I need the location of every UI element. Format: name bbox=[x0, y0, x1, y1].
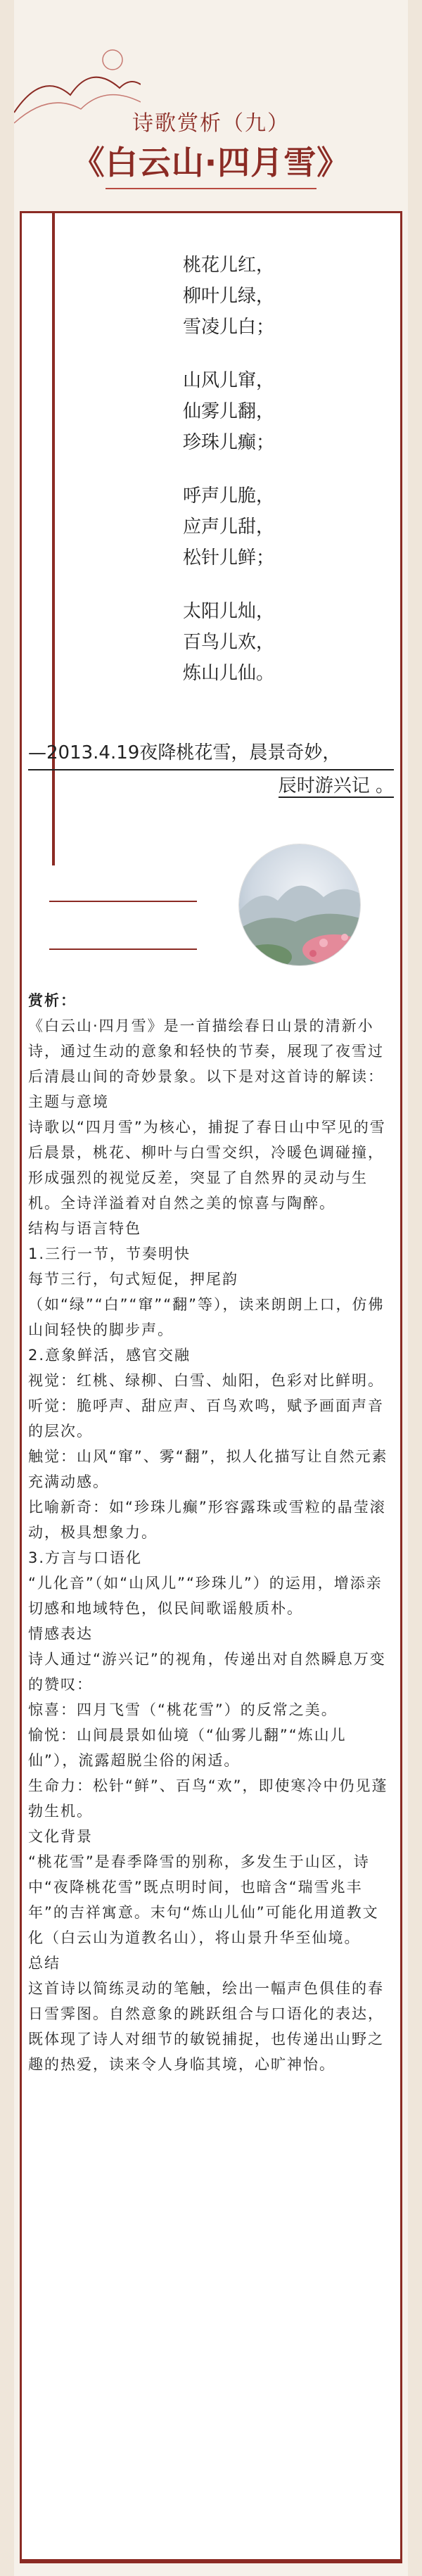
landscape-illustration bbox=[239, 844, 360, 965]
analysis-paragraph: 视觉：红桃、绿柳、白雪、灿阳，色彩对比鲜明。 bbox=[28, 1372, 384, 1389]
analysis-paragraph: 诗歌以“四月雪”为核心，捕捉了春日山中罕见的雪后晨景，桃花、柳叶与白雪交织，冷暖色调碰撞，形成强烈的视觉反差，突显了自然界的灵动与生机。全诗洋溢着对自然之美的惊喜与陶醉。 bbox=[28, 1119, 386, 1212]
analysis-paragraph: 赏析： bbox=[28, 992, 77, 1009]
signature-line-2: 辰时游兴记 。 bbox=[278, 775, 394, 797]
left-frame-border bbox=[0, 0, 14, 2576]
analysis-paragraph: 惊喜：四月飞雪（“桃花雪”）的反常之美。 bbox=[28, 1701, 338, 1718]
poem-line: 山风儿窜， bbox=[183, 370, 275, 391]
analysis-paragraph: 2.意象鲜活，感官交融 bbox=[28, 1347, 191, 1364]
analysis-paragraph: 结构与语言特色 bbox=[28, 1220, 141, 1237]
poem-line: 柳叶儿绿， bbox=[183, 286, 275, 307]
analysis-section bbox=[28, 988, 394, 2077]
analysis-paragraph: 1.三行一节，节奏明快 bbox=[28, 1245, 191, 1262]
poem-line: 百鸟儿欢， bbox=[183, 632, 275, 653]
poem-stanza bbox=[183, 365, 274, 458]
analysis-paragraph: “儿化音”（如“山风儿”“珍珠儿”）的运用，增添亲切感和地域特色，似民间歌谣般质朴。 bbox=[28, 1575, 383, 1617]
poem-line: 太阳儿灿， bbox=[183, 601, 275, 622]
signature-line-1: —2013.4.19夜降桃花雪，晨景奇妙， bbox=[28, 737, 394, 770]
poem-line: 雪凌儿白； bbox=[183, 317, 275, 338]
series-subtitle: 诗歌赏析（九） bbox=[132, 111, 290, 136]
poem-stanza bbox=[183, 481, 274, 573]
page-title bbox=[14, 137, 408, 189]
right-frame-border bbox=[408, 0, 422, 2576]
page-title-text: 《白云山·四月雪》 bbox=[72, 144, 350, 182]
analysis-paragraph: 诗人通过“游兴记”的视角，传递出对自然瞬息万变的赞叹： bbox=[28, 1651, 386, 1693]
analysis-paragraph: 每节三行，句式短促，押尾韵（如“绿”“白”“窜”“翻”等），读来朗朗上口，仿佛山间轻快的脚步声。 bbox=[28, 1271, 385, 1338]
analysis-paragraph: 总结 bbox=[28, 1955, 60, 1972]
title-underline bbox=[106, 188, 316, 189]
decoration-area bbox=[28, 844, 394, 971]
analysis-paragraph: 3.方言与口语化 bbox=[28, 1549, 143, 1566]
poem-line: 松针儿鲜； bbox=[183, 547, 275, 569]
analysis-paragraph: 触觉：山风“窜”、雾“翻”，拟人化描写让自然元素充满动感。 bbox=[28, 1448, 388, 1490]
analysis-paragraph: 听觉：脆呼声、甜应声、百鸟欢鸣，赋予画面声音的层次。 bbox=[28, 1397, 384, 1440]
analysis-paragraph: 比喻新奇：如“珍珠儿癫”形容露珠或雪粒的晶莹滚动，极具想象力。 bbox=[28, 1499, 386, 1541]
poem-line: 桃花儿红， bbox=[183, 255, 275, 276]
analysis-paragraph: 文化背景 bbox=[28, 1828, 93, 1845]
header bbox=[14, 0, 408, 204]
analysis-paragraph: 《白云山·四月雪》是一首描绘春日山景的清新小诗，通过生动的意象和轻快的节奏，展现了夜雪过后清晨山间的奇妙景象。以下是对这首诗的解读： bbox=[28, 1017, 384, 1085]
analysis-paragraph: 这首诗以简练灵动的笔触，绘出一幅声色俱佳的春日雪霁图。自然意象的跳跃组合与口语化的表达，既体现了诗人对细节的敏锐捕捉，也传递出山野之趣的热爱，读来令人身临其境，心旷神怡。 bbox=[28, 1980, 384, 2073]
poem-line: 炼山儿仙。 bbox=[183, 663, 275, 684]
poem-signature bbox=[28, 737, 394, 802]
analysis-paragraph: 愉悦：山间晨景如仙境（“仙雾儿翻”“炼山儿仙”），流露超脱尘俗的闲适。 bbox=[28, 1727, 347, 1769]
divider-line bbox=[49, 948, 197, 950]
divider-line bbox=[49, 901, 197, 902]
analysis-paragraph: “桃花雪”是春季降雪的别称，多发生于山区，诗中“夜降桃花雪”既点明时间，也暗含“瑞雪兆丰年”的吉祥寓意。末句“炼山儿仙”可能化用道教文化（白云山为道教名山），将山景升华至仙境。 bbox=[28, 1853, 379, 1946]
poem-line: 珍珠儿癫； bbox=[183, 432, 275, 453]
landscape-icon bbox=[239, 844, 360, 965]
analysis-paragraph: 情感表达 bbox=[28, 1625, 93, 1642]
poem-line: 呼声儿脆， bbox=[183, 486, 275, 507]
analysis-paragraph: 生命力：松针“鲜”、百鸟“欢”，即使寒冷中仍见蓬勃生机。 bbox=[28, 1777, 388, 1820]
poem-line: 应声儿甜， bbox=[183, 516, 275, 538]
poem-stanza bbox=[183, 250, 274, 343]
poem-line: 仙雾儿翻， bbox=[183, 401, 275, 422]
analysis-paragraph: 主题与意境 bbox=[28, 1093, 109, 1110]
bottom-border bbox=[20, 2561, 402, 2563]
poem bbox=[183, 250, 274, 711]
poem-stanza bbox=[183, 596, 274, 689]
